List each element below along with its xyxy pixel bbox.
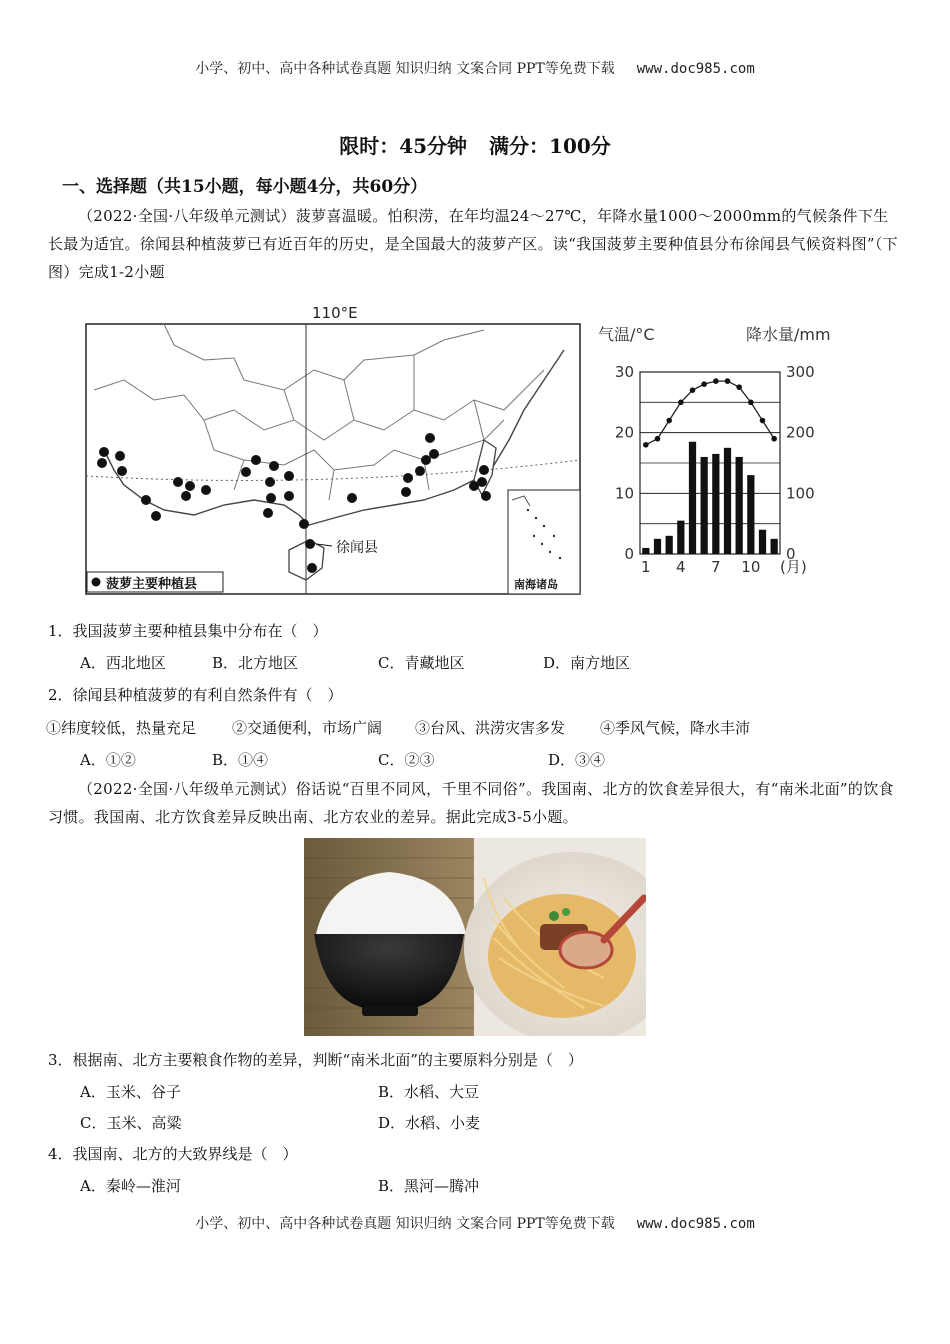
temperature-point [771, 436, 777, 442]
question-3-stem: 3．根据南、北方主要粮食作物的差异，判断“南米北面”的主要原料分别是（ ） [48, 1051, 583, 1069]
precipitation-bars [642, 442, 778, 554]
y2-ticks [786, 363, 815, 563]
x-axis-unit: (月) [780, 558, 807, 576]
question-1-option-b[interactable]: B．北方地区 [212, 654, 299, 672]
header-site[interactable]: www.doc985.com [636, 61, 755, 77]
question-1-option-c[interactable]: C．青藏地区 [378, 654, 465, 672]
precipitation-bar [677, 521, 684, 554]
noodle-bowl-photo-half [464, 838, 646, 1036]
inset-label: 南海诸岛 [514, 578, 558, 591]
question-2-stem: 2．徐闻县种植菠萝的有利自然条件有（ ） [48, 686, 343, 704]
y-axis-label: 气温/°C [598, 325, 655, 344]
temperature-point [748, 400, 754, 406]
pineapple-distribution-map [84, 300, 584, 596]
question-4-stem: 4．我国南、北方的大致界线是（ ） [48, 1145, 298, 1163]
meridian-label: 110°E [312, 304, 358, 322]
y2-axis-label: 降水量/mm [746, 325, 831, 344]
footer-site[interactable]: www.doc985.com [636, 1216, 755, 1232]
intro-paragraph-1: （2022·全国·八年级单元测试）菠萝喜温暖。怕积涝，在年均温24～27℃，年降水量1000～2000mm的气候条件下生长最为适宜。徐闻县种植菠萝已有近百年的历史，是全国最大的菠萝产区。读“我国菠萝主要种值县分布徐闻县气候资料图”（下图）完成1-2小题 [48, 207, 898, 281]
y2-tick: 300 [786, 363, 815, 381]
question-2-option-d[interactable]: D．③④ [548, 751, 606, 769]
rice-bowl-photo-half [304, 838, 474, 1036]
rice-and-noodles-photo [304, 838, 646, 1036]
y2-tick: 0 [786, 545, 796, 563]
x-tick: 1 [641, 558, 651, 576]
precipitation-bar [747, 475, 754, 554]
county-label: 徐闻县 [336, 540, 378, 556]
question-4-option-b[interactable]: B．黑河—腾冲 [378, 1177, 480, 1195]
footer-text: 小学、初中、高中各种试卷真题 知识归纳 文案合同 PPT等免费下载 [195, 1216, 615, 1232]
y-ticks [615, 363, 634, 563]
page-header [0, 58, 950, 78]
temperature-point [666, 418, 672, 424]
exam-title [0, 130, 950, 159]
y-tick: 0 [624, 545, 634, 563]
question-3-option-c[interactable]: C．玉米、高粱 [80, 1114, 182, 1132]
y-tick: 30 [614, 363, 634, 381]
temperature-point [678, 400, 684, 406]
precipitation-bar [642, 548, 649, 554]
question-2-choice-2: ②交通便利，市场广阔 [232, 719, 383, 737]
question-2-choice-3: ③台风、洪涝灾害多发 [415, 719, 566, 737]
question-2-option-b[interactable]: B．①④ [212, 751, 269, 769]
gridlines [640, 402, 780, 523]
y2-tick: 200 [786, 423, 815, 442]
temperature-point [713, 378, 719, 384]
temperature-line [646, 381, 774, 445]
x-ticks [641, 558, 760, 576]
question-2-choice-1: ①纬度较低，热量充足 [46, 719, 197, 737]
x-tick: 10 [741, 558, 761, 576]
section-heading: 一、选择题（共15小题，每小题4分，共60分） [62, 177, 428, 197]
intro-paragraph-2: （2022·全国·八年级单元测试）俗话说“百里不同风，千里不同俗”。我国南、北方的饮食差异很大，有“南米北面”的饮食习惯。我国南、北方饮食差异反映出南、北方农业的差异。据此完成3-5小题。 [48, 780, 894, 826]
y2-tick: 100 [786, 484, 815, 503]
header-text: 小学、初中、高中各种试卷真题 知识归纳 文案合同 PPT等免费下载 [195, 61, 615, 77]
precipitation-bar [712, 454, 719, 554]
x-tick: 7 [711, 558, 721, 576]
precipitation-bar [724, 448, 731, 554]
temperature-point [725, 378, 731, 384]
temperature-point [690, 387, 696, 393]
precipitation-bar [666, 536, 673, 554]
question-2-option-c[interactable]: C．②③ [378, 751, 435, 769]
question-4-option-a[interactable]: A．秦岭—淮河 [80, 1177, 181, 1195]
precipitation-bar [759, 530, 766, 554]
full-score: 满分：100分 [489, 134, 611, 158]
precipitation-bar [654, 539, 661, 554]
temperature-point [655, 436, 661, 442]
temperature-point [760, 418, 766, 424]
temperature-point [701, 381, 707, 387]
climate-chart [596, 320, 856, 582]
precipitation-bar [701, 457, 708, 554]
question-1-stem: 1．我国菠萝主要种植县集中分布在（ ） [48, 622, 328, 640]
question-3-option-a[interactable]: A．玉米、谷子 [80, 1083, 181, 1101]
page-footer [0, 1213, 950, 1233]
time-limit: 限时：45分钟 [339, 134, 468, 158]
y-tick: 20 [614, 423, 634, 442]
temperature-point [736, 384, 742, 390]
precipitation-bar [736, 457, 743, 554]
question-2-option-a[interactable]: A．①② [80, 751, 136, 769]
precipitation-bar [689, 442, 696, 554]
question-2-choice-4: ④季风气候，降水丰沛 [600, 719, 751, 737]
legend-label: 菠萝主要种植县 [106, 577, 198, 592]
question-3-option-b[interactable]: B．水稻、大豆 [378, 1083, 480, 1101]
map-frame [86, 324, 580, 594]
y-tick: 10 [614, 484, 634, 503]
question-1-option-a[interactable]: A．西北地区 [80, 654, 166, 672]
legend-dot [92, 578, 101, 587]
question-1-option-d[interactable]: D．南方地区 [543, 654, 631, 672]
precipitation-bar [771, 539, 778, 554]
x-tick: 4 [676, 558, 686, 576]
question-3-option-d[interactable]: D．水稻、小麦 [378, 1114, 481, 1132]
temperature-point [643, 442, 649, 448]
